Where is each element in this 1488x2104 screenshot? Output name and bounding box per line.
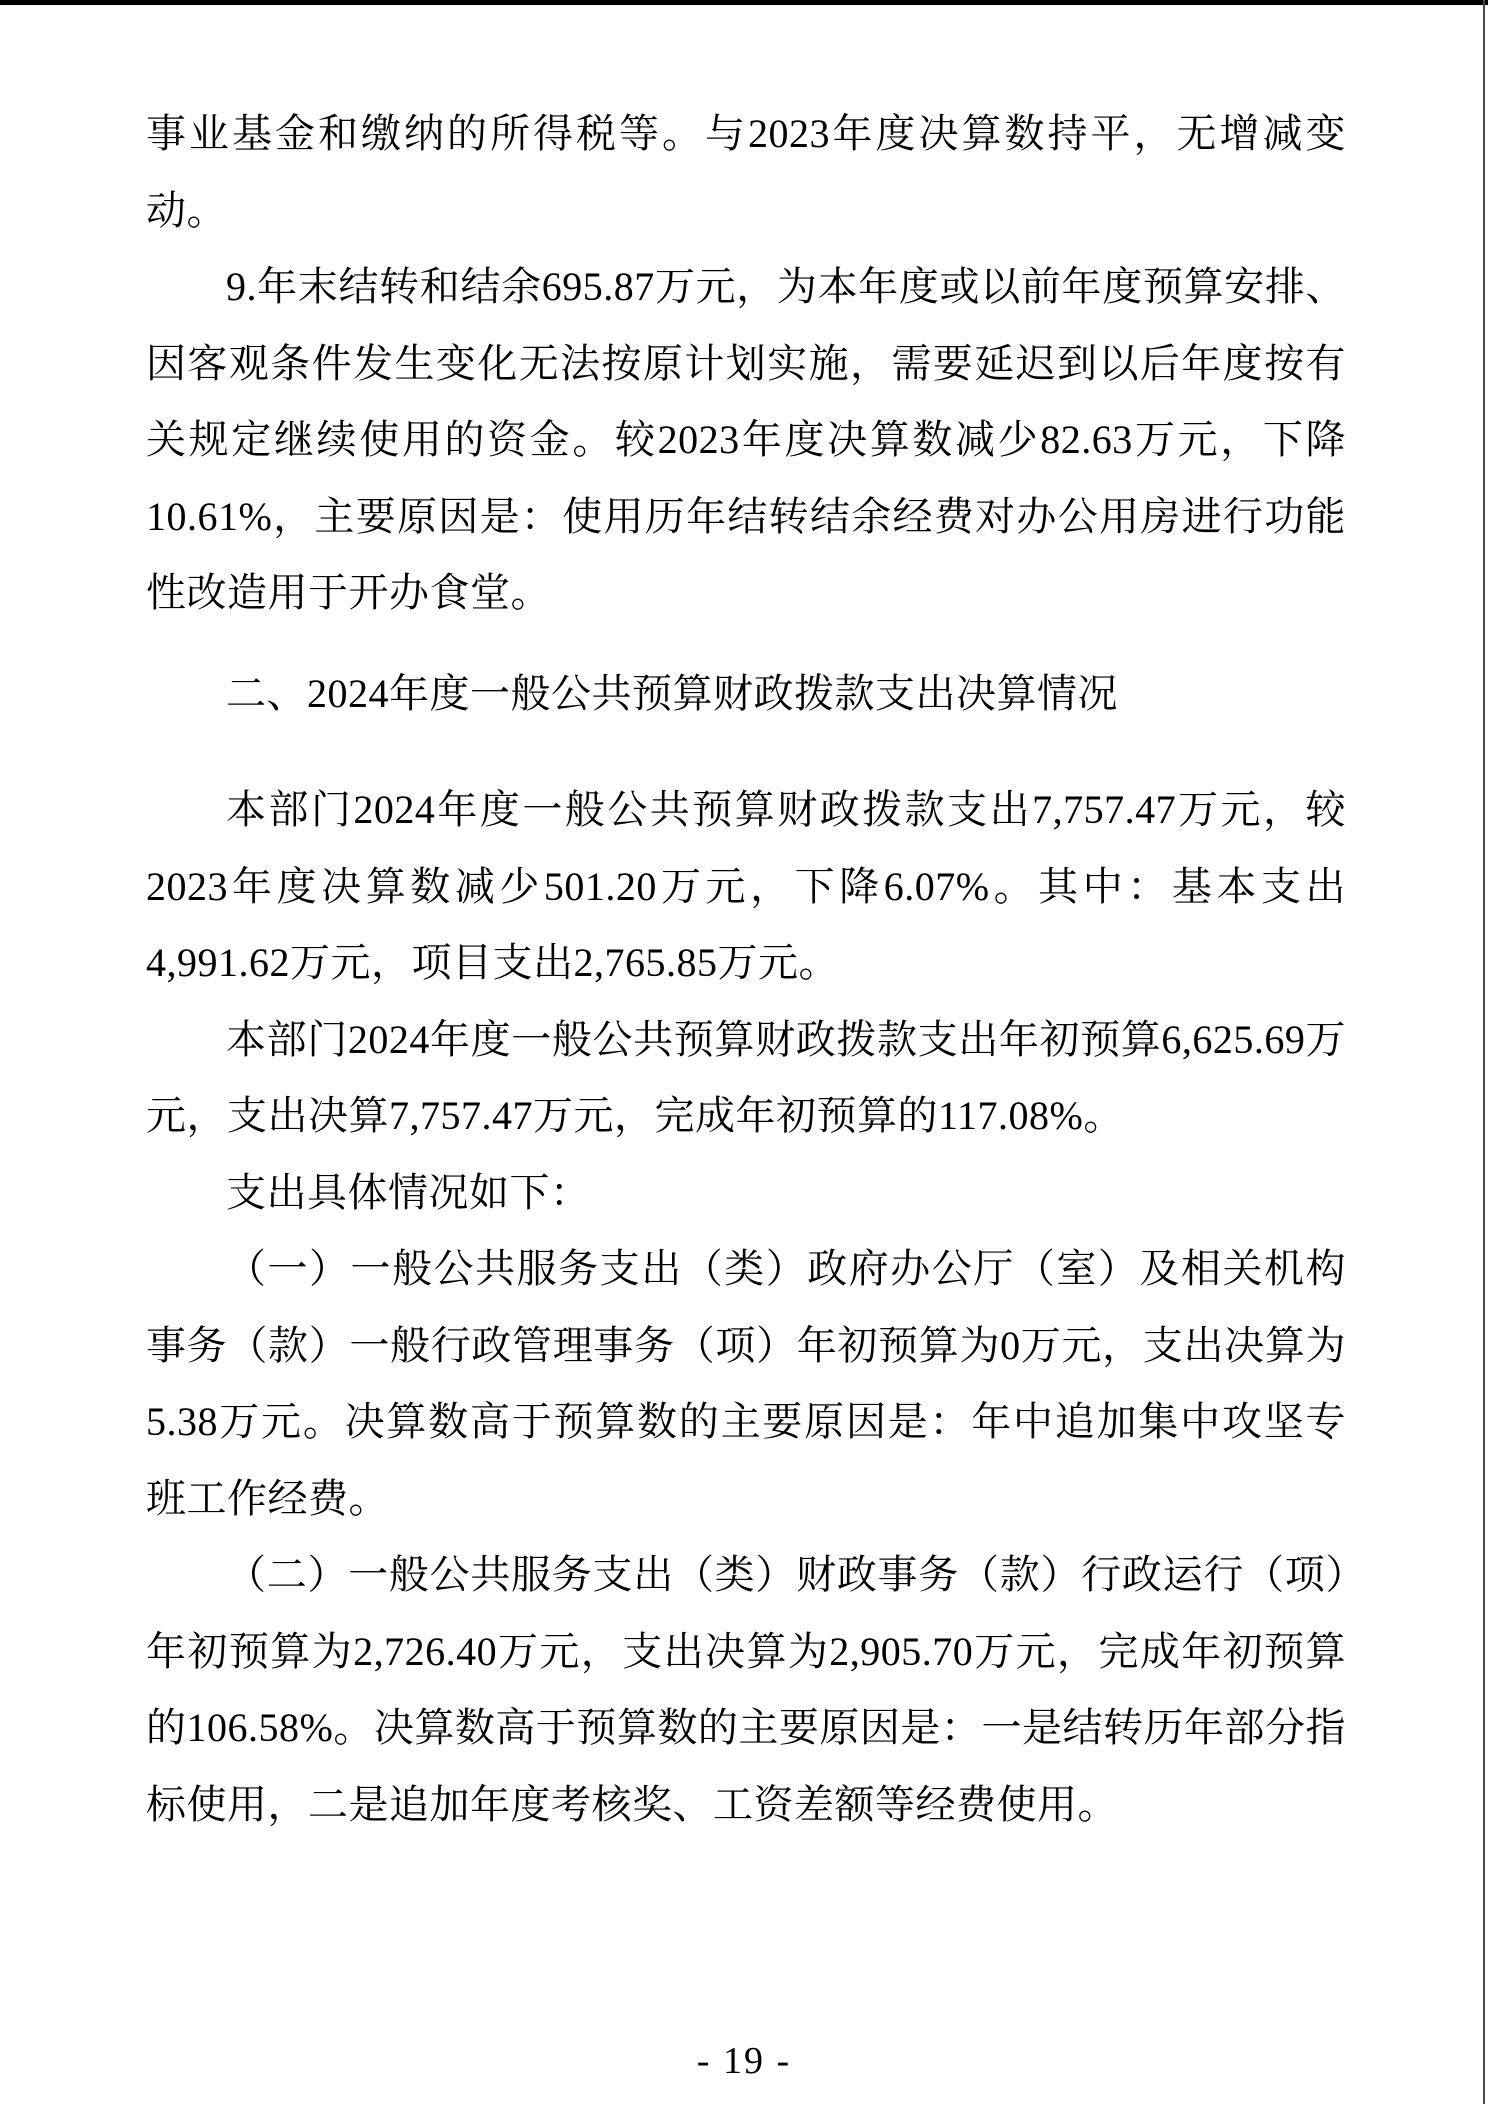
paragraph-detail-item-1: （一）一般公共服务支出（类）政府办公厅（室）及相关机构事务（款）一般行政管理事务（项）年初预算为0万元，支出决算为5.38万元。决算数高于预算数的主要原因是：年中追加集中攻坚专班工作经费。 [146,1246,1346,1521]
paragraph-item-9-year-end-balance: 9.年末结转和结余695.87万元，为本年度或以前年度预算安排、因客观条件发生变化无法按原计划实施，需要延迟到以后年度按有关规定继续使用的资金。较2023年度决算数减少82.63万元，下降10.61%，主要原因是：使用历年结转结余经费对办公用房进行功能性改造用于开办食堂。 [146,264,1346,615]
top-edge-scan-bar [0,0,1488,5]
page-body [146,96,1346,1843]
paragraph-budget-vs-final: 本部门2024年度一般公共预算财政拨款支出年初预算6,625.69万元，支出决算7,757.47万元，完成年初预算的117.08%。 [146,1016,1346,1138]
paragraph-carryover-continuation: 事业基金和缴纳的所得税等。与2023年度决算数持平，无增减变动。 [146,111,1346,233]
page-number: - 19 - [696,2040,792,2082]
section-heading-part-2: 二、2024年度一般公共预算财政拨款支出决算情况 [226,670,1118,716]
paragraph-expenditure-overview: 本部门2024年度一般公共预算财政拨款支出7,757.47万元，较2023年度决算数减少501.20万元，下降6.07%。其中：基本支出4,991.62万元，项目支出2,765.85万元。 [146,787,1346,985]
paragraph-detail-intro: 支出具体情况如下： [226,1169,591,1215]
paragraph-detail-item-2: （二）一般公共服务支出（类）财政事务（款）行政运行（项）年初预算为2,726.40万元，支出决算为2,905.70万元，完成年初预算的106.58%。决算数高于预算数的主要原因是：一是结转历年部分指标使用，二是追加年度考核奖、工资差额等经费使用。 [146,1552,1346,1827]
right-edge-scan-line [1483,0,1485,2104]
